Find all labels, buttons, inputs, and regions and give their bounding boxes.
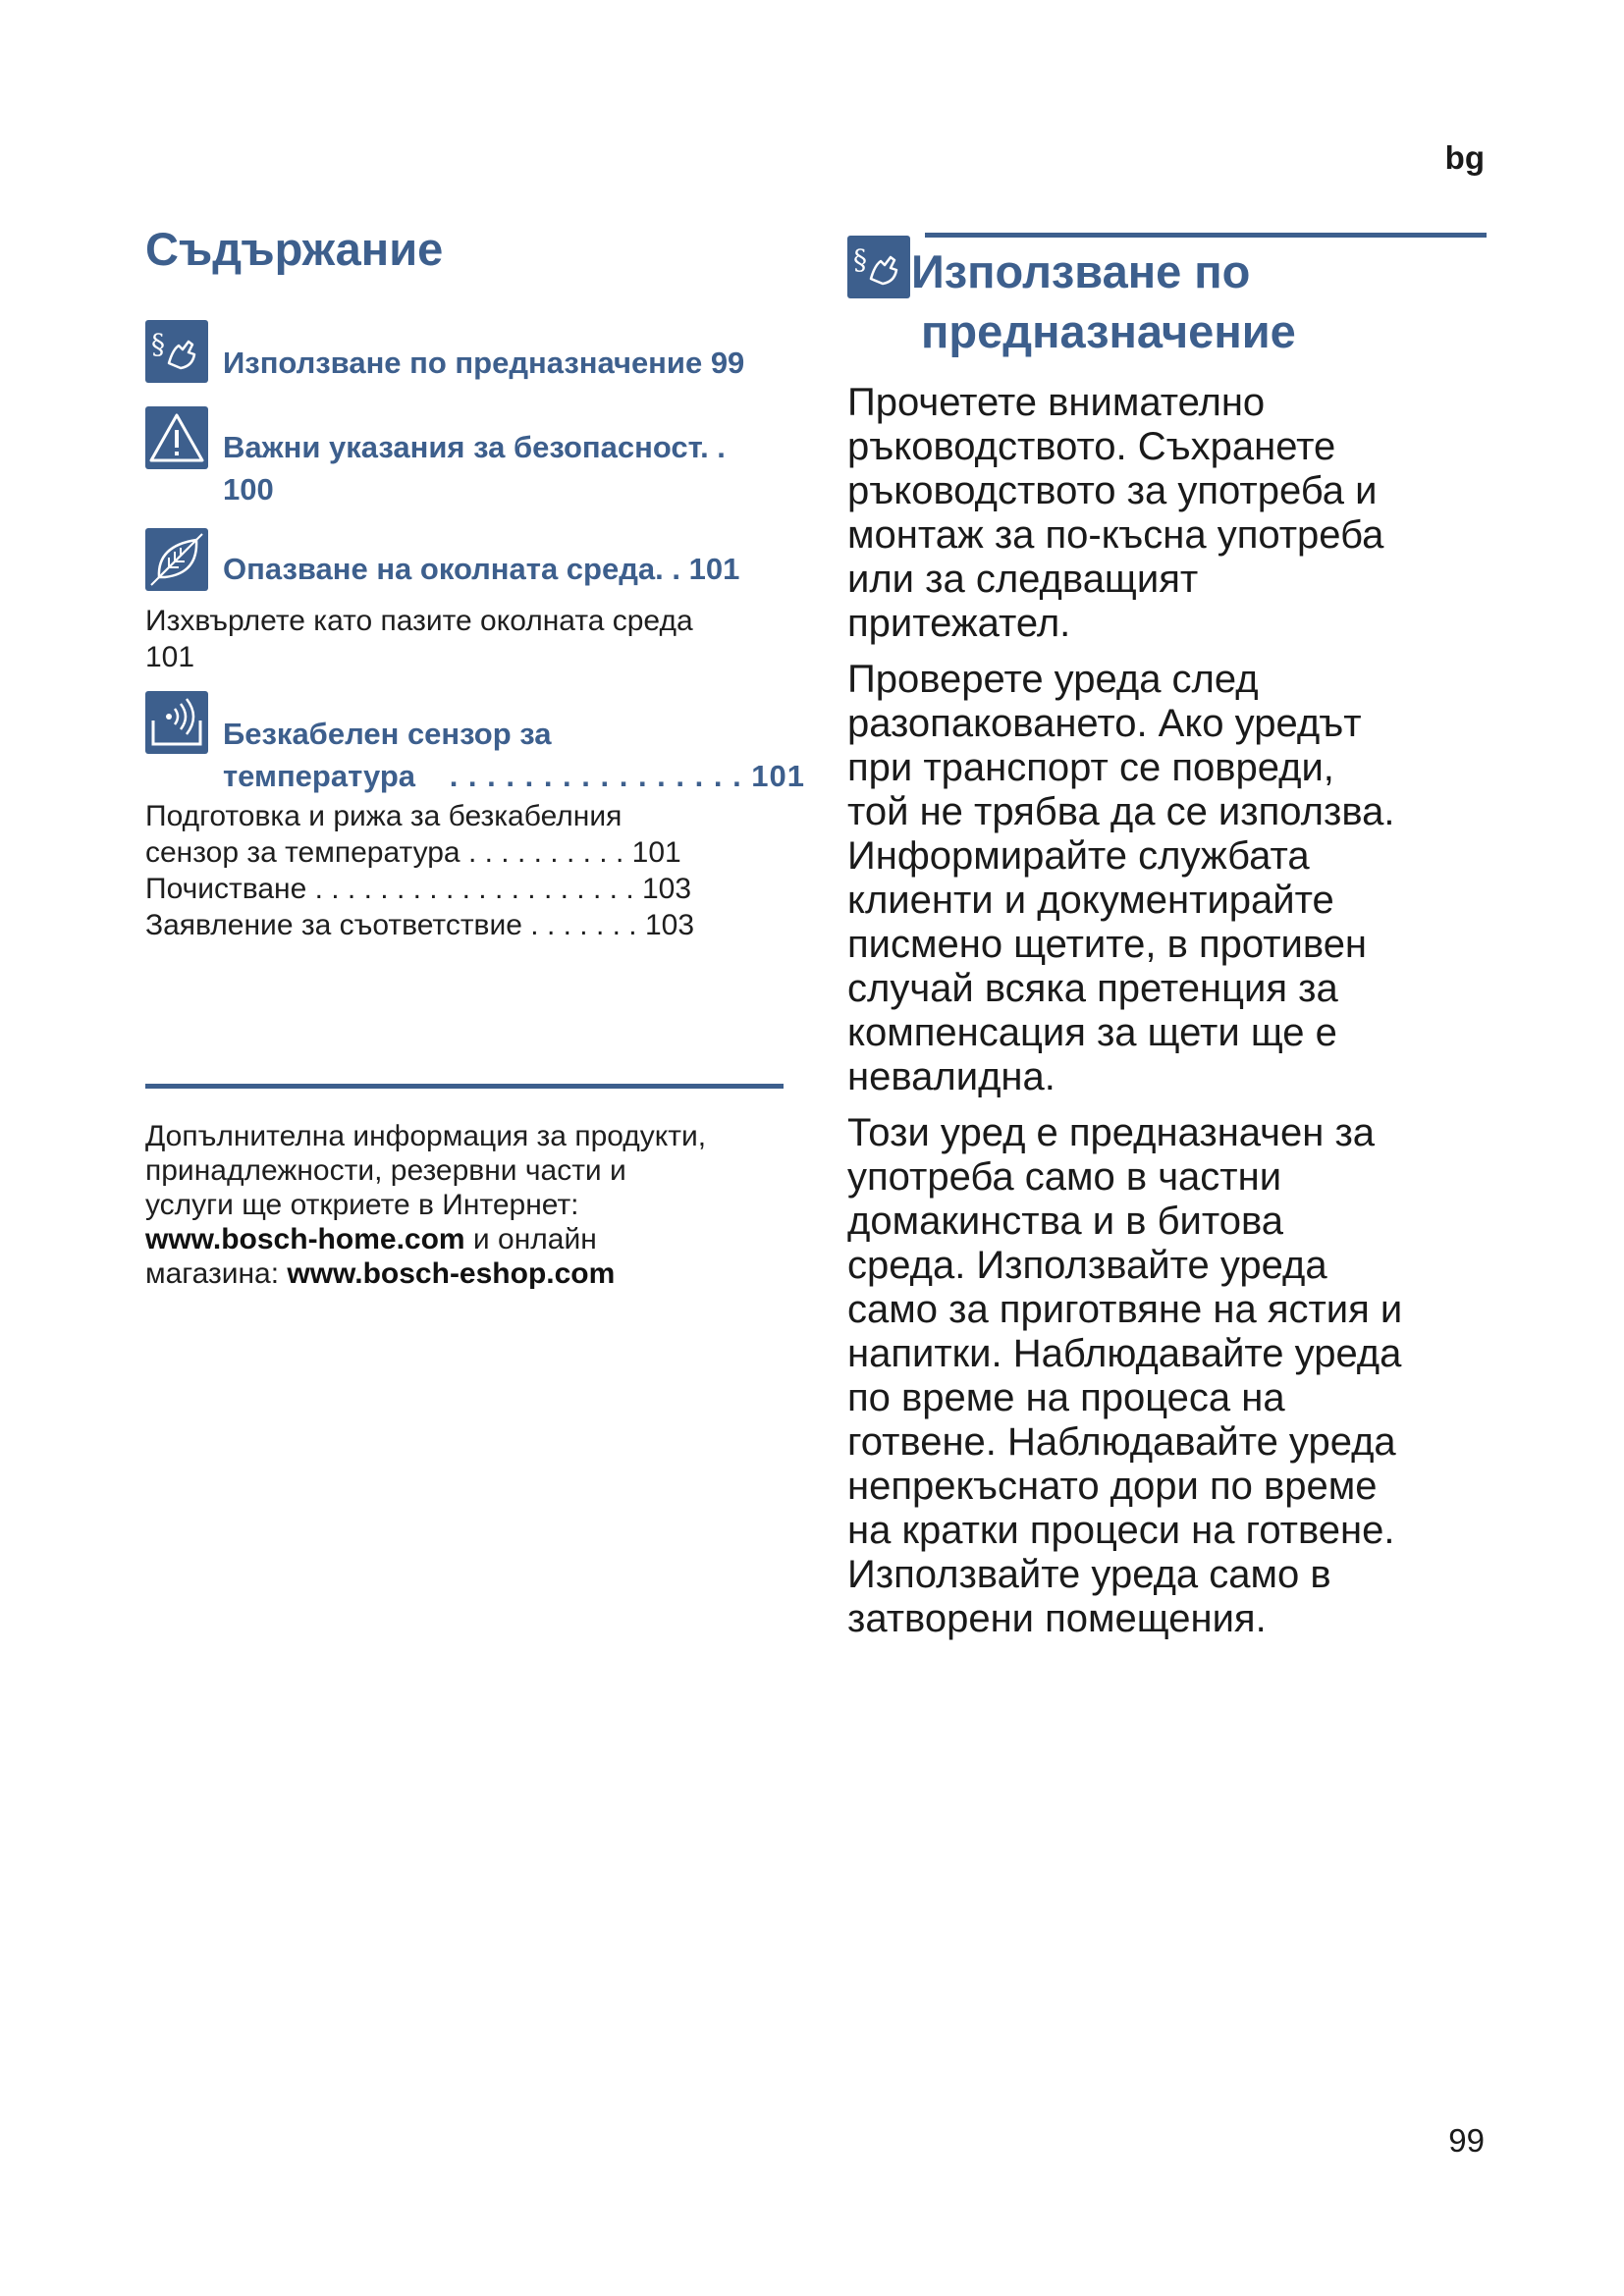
toc-entry-label: Безкабелен сензор за: [223, 717, 552, 751]
toc-subentry-label: Изхвърлете като пазите околната среда: [145, 605, 693, 637]
text-line: писмено щетите, в противен: [847, 923, 1368, 966]
text-line: ръководството за употреба и: [847, 469, 1378, 512]
section-rule: [925, 233, 1487, 238]
toc-entry-page: 100: [223, 472, 274, 507]
info-text: и онлайн: [464, 1223, 597, 1255]
section-title-line: Използване по: [911, 245, 1251, 297]
toc-entry-page: . . . . . . . . . . . . . . . . 101: [449, 759, 806, 793]
page-number: 99: [1448, 2122, 1485, 2159]
text-line: по време на процеса на: [847, 1376, 1285, 1419]
section-title: [911, 241, 1296, 361]
toc-entry-safety[interactable]: [223, 426, 726, 510]
bosch-home-link[interactable]: www.bosch-home.com: [145, 1223, 465, 1255]
toc-entry-label: температура: [223, 759, 416, 793]
text-line: Информирайте службата: [847, 834, 1310, 878]
toc-entry-label: Използване по предназначение 99: [223, 346, 745, 380]
text-line: само за приготвяне на ястия и: [847, 1288, 1403, 1331]
toc-subentry-page: 101: [145, 641, 195, 673]
toc-subentry-label: Заявление за съответствие . . . . . . . 103: [145, 909, 695, 941]
text-line: невалидна.: [847, 1055, 1056, 1098]
text-line: Този уред е предназначен за: [847, 1111, 1376, 1154]
text-line: случай всяка претенция за: [847, 967, 1338, 1010]
wireless-sensor-icon: [145, 691, 208, 754]
text-line: монтаж за по-късна употреба: [847, 513, 1384, 557]
toc-entry-label: Опазване на околната среда. . 101: [223, 552, 740, 586]
online-info-note: [145, 1119, 813, 1291]
text-line: компенсация за щети ще е: [847, 1011, 1337, 1054]
text-line: на кратки процеси на готвене.: [847, 1509, 1395, 1552]
info-line: Допълнителна информация за продукти,: [145, 1120, 707, 1152]
text-line: той не трябва да се използва.: [847, 790, 1395, 833]
text-line: при транспорт се повреди,: [847, 746, 1334, 789]
toc-entry-intended-use[interactable]: [223, 342, 744, 384]
toc-subentry-label: Почистване . . . . . . . . . . . . . . . . . . . . 103: [145, 873, 692, 905]
text-line: или за следващият: [847, 558, 1199, 601]
text-line: Прочетете внимателно: [847, 381, 1266, 424]
text-line: употреба само в частни: [847, 1155, 1282, 1199]
text-line: готвене. Наблюдавайте уреда: [847, 1420, 1396, 1464]
toc-subentry-label: Подготовка и рижа за безкабелния: [145, 800, 623, 832]
text-line: домакинства и в битова: [847, 1200, 1283, 1243]
toc-subentry-disposal[interactable]: [145, 603, 693, 675]
text-line: Проверете уреда след: [847, 658, 1259, 701]
text-line: Използвайте уреда само в: [847, 1553, 1331, 1596]
text-line: клиенти и документирайте: [847, 879, 1334, 922]
toc-entry-environment[interactable]: [223, 548, 739, 590]
section-title-line: предназначение: [921, 305, 1296, 357]
paragraph-hand-icon: [847, 236, 910, 298]
toc-entry-wireless-sensor[interactable]: [223, 713, 805, 797]
text-line: непрекъснато дори по време: [847, 1465, 1378, 1508]
text-line: притежател.: [847, 602, 1071, 645]
toc-subentries-sensor[interactable]: [145, 798, 694, 943]
bosch-eshop-link[interactable]: www.bosch-eshop.com: [287, 1257, 616, 1290]
paragraph-check-device: [847, 658, 1495, 1099]
text-line: разопаковането. Ако уредът: [847, 702, 1362, 745]
language-code: bg: [1444, 139, 1485, 176]
toc-title: Съдържание: [145, 223, 444, 275]
svg-text:§: §: [151, 328, 165, 360]
toc-entry-label: Важни указания за безопасност. .: [223, 430, 726, 464]
svg-text:§: §: [853, 243, 867, 276]
warning-triangle-icon: [145, 406, 208, 469]
text-line: затворени помещения.: [847, 1597, 1267, 1640]
toc-subentry-label: сензор за температура . . . . . . . . . . 101: [145, 836, 681, 869]
paragraph-hand-icon: [145, 320, 208, 383]
divider: [145, 1084, 784, 1089]
text-line: напитки. Наблюдавайте уреда: [847, 1332, 1402, 1375]
text-line: среда. Използвайте уреда: [847, 1244, 1327, 1287]
text-line: ръководството. Съхранете: [847, 425, 1336, 468]
info-text: магазина:: [145, 1257, 288, 1290]
info-line: принадлежности, резервни части и: [145, 1154, 626, 1187]
info-line: услуги ще откриете в Интернет:: [145, 1189, 579, 1221]
paragraph-household-use: [847, 1111, 1495, 1641]
paragraph-read-manual: [847, 381, 1495, 646]
leaf-icon: [145, 528, 208, 591]
